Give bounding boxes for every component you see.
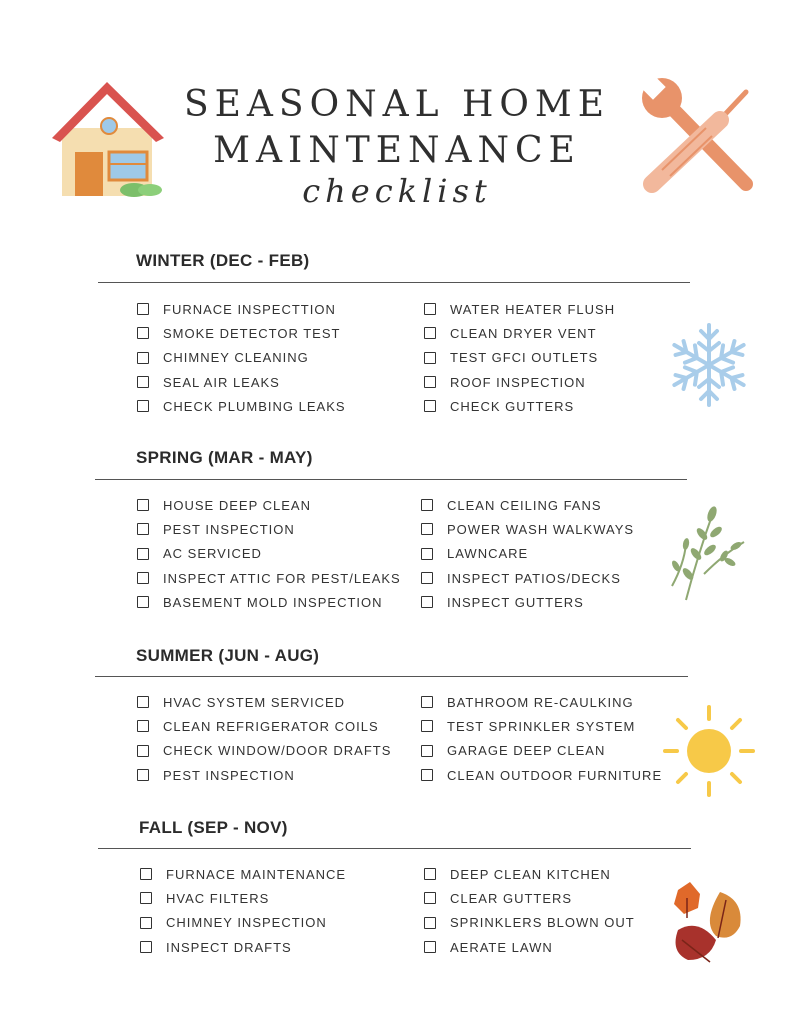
checkbox[interactable] <box>137 400 149 412</box>
checklist-item[interactable] <box>424 394 615 418</box>
checklist-item-label: AERATE LAWN <box>450 939 553 955</box>
section-title: WINTER (DEC - FEB) <box>136 251 310 270</box>
checklist-item[interactable] <box>137 493 401 517</box>
checklist-item-label: CHIMNEY CLEANING <box>163 350 309 366</box>
checklist-item-label: ROOF INSPECTION <box>450 374 586 390</box>
checklist-column-right <box>424 297 615 418</box>
checkbox[interactable] <box>140 917 152 929</box>
checklist-item-label: FURNACE INSPECTTION <box>163 301 336 317</box>
checkbox[interactable] <box>140 892 152 904</box>
checklist-item[interactable] <box>421 739 662 763</box>
checklist-item[interactable] <box>137 763 391 787</box>
checkbox[interactable] <box>137 572 149 584</box>
section-divider <box>98 848 691 849</box>
checkbox[interactable] <box>137 548 149 560</box>
checklist-item[interactable] <box>424 935 635 959</box>
checklist-item[interactable] <box>140 862 346 886</box>
checklist-item-label: GARAGE DEEP CLEAN <box>447 743 606 759</box>
checklist-item-label: HVAC SYSTEM SERVICED <box>163 694 346 710</box>
section-title: FALL (SEP - NOV) <box>139 818 288 837</box>
leafy-branch-icon <box>664 504 750 604</box>
checkbox[interactable] <box>421 572 433 584</box>
checklist-item-label: BATHROOM RE-CAULKING <box>447 694 634 710</box>
section-divider <box>98 282 690 283</box>
checklist-item-label: INSPECT ATTIC FOR PEST/LEAKS <box>163 570 401 586</box>
checklist-item-label: PEST INSPECTION <box>163 521 295 537</box>
checkbox[interactable] <box>137 327 149 339</box>
wrench-screwdriver-icon <box>636 76 760 194</box>
checkbox[interactable] <box>421 499 433 511</box>
checklist-item[interactable] <box>140 935 346 959</box>
checklist-item[interactable] <box>424 911 635 935</box>
checkbox[interactable] <box>421 696 433 708</box>
checklist-item[interactable] <box>137 739 391 763</box>
checkbox[interactable] <box>137 720 149 732</box>
checkbox[interactable] <box>421 745 433 757</box>
autumn-leaves-icon <box>670 878 750 970</box>
checklist-item-label: INSPECT PATIOS/DECKS <box>447 570 621 586</box>
checklist-item[interactable] <box>424 297 615 321</box>
checklist-item[interactable] <box>424 862 635 886</box>
checklist-item[interactable] <box>421 542 634 566</box>
checklist-item-label: LAWNCARE <box>447 546 529 562</box>
checklist-column-left <box>140 862 346 959</box>
checklist-item[interactable] <box>421 690 662 714</box>
checkbox[interactable] <box>137 352 149 364</box>
checklist-item-label: INSPECT DRAFTS <box>166 939 292 955</box>
checklist-item-label: CLEAN DRYER VENT <box>450 325 597 341</box>
checklist-item-label: HOUSE DEEP CLEAN <box>163 497 311 513</box>
checklist-item[interactable] <box>421 763 662 787</box>
checklist-item-label: AC SERVICED <box>163 546 262 562</box>
checklist-item[interactable] <box>137 590 401 614</box>
checklist-column-left <box>137 493 401 614</box>
checklist-item[interactable] <box>424 346 615 370</box>
checkbox[interactable] <box>424 400 436 412</box>
checkbox[interactable] <box>424 892 436 904</box>
checklist-column-left <box>137 690 391 787</box>
checklist-item[interactable] <box>424 886 635 910</box>
checklist-item-label: CHECK PLUMBING LEAKS <box>163 398 346 414</box>
checklist-column-right <box>424 862 635 959</box>
checklist-item[interactable] <box>424 321 615 345</box>
checkbox[interactable] <box>137 303 149 315</box>
checkbox[interactable] <box>421 769 433 781</box>
checkbox[interactable] <box>424 941 436 953</box>
checklist-item[interactable] <box>137 394 346 418</box>
checklist-item[interactable] <box>137 566 401 590</box>
checklist-item-label: CLEAN REFRIGERATOR COILS <box>163 718 379 734</box>
checklist-item-label: CHIMNEY INSPECTION <box>166 915 327 931</box>
checklist-item-label: POWER WASH WALKWAYS <box>447 521 635 537</box>
checkbox[interactable] <box>424 327 436 339</box>
section-title: SUMMER (JUN - AUG) <box>136 646 320 665</box>
checklist-item[interactable] <box>137 517 401 541</box>
snowflake-icon <box>668 320 750 410</box>
section-title: SPRING (MAR - MAY) <box>136 448 313 467</box>
checklist-item-label: CLEAR GUTTERS <box>450 890 573 906</box>
checklist-item-label: FURNACE MAINTENANCE <box>166 866 347 882</box>
checklist-item[interactable] <box>137 542 401 566</box>
checkbox[interactable] <box>424 868 436 880</box>
checkbox[interactable] <box>140 868 152 880</box>
checklist-item[interactable] <box>140 886 346 910</box>
section-divider <box>95 479 687 480</box>
checkbox[interactable] <box>424 917 436 929</box>
checklist-column-left <box>137 297 346 418</box>
checklist-item[interactable] <box>137 690 391 714</box>
checklist-item-label: SMOKE DETECTOR TEST <box>163 325 341 341</box>
checklist-item[interactable] <box>421 517 634 541</box>
checkbox[interactable] <box>140 941 152 953</box>
checkbox[interactable] <box>421 523 433 535</box>
checklist-item[interactable] <box>137 370 346 394</box>
checklist-item-label: PEST INSPECTION <box>163 767 295 783</box>
checkbox[interactable] <box>137 769 149 781</box>
checkbox[interactable] <box>424 352 436 364</box>
checklist-item-label: DEEP CLEAN KITCHEN <box>450 866 611 882</box>
title-line-1: SEASONAL HOME <box>183 84 610 125</box>
checklist-item-label: CLEAN OUTDOOR FURNITURE <box>447 767 663 783</box>
checklist-item-label: TEST SPRINKLER SYSTEM <box>447 718 636 734</box>
checklist-item[interactable] <box>140 911 346 935</box>
checklist-column-right <box>421 493 634 614</box>
checklist-column-right <box>421 690 662 787</box>
checkbox[interactable] <box>421 596 433 608</box>
checklist-item[interactable] <box>137 346 346 370</box>
checklist-item-label: CHECK WINDOW/DOOR DRAFTS <box>163 743 392 759</box>
checklist-item[interactable] <box>421 566 634 590</box>
house-icon <box>52 80 170 198</box>
checklist-item-label: CLEAN CEILING FANS <box>447 497 602 513</box>
checklist-item[interactable] <box>421 590 634 614</box>
checklist-item-label: CHECK GUTTERS <box>450 398 575 414</box>
checkbox[interactable] <box>137 696 149 708</box>
checklist-item[interactable] <box>137 321 346 345</box>
checkbox[interactable] <box>137 376 149 388</box>
checkbox[interactable] <box>421 548 433 560</box>
checklist-item-label: BASEMENT MOLD INSPECTION <box>163 594 383 610</box>
sun-icon <box>662 704 756 798</box>
checkbox[interactable] <box>137 499 149 511</box>
checkbox[interactable] <box>424 376 436 388</box>
checklist-item[interactable] <box>424 370 615 394</box>
checklist-item-label: SEAL AIR LEAKS <box>163 374 280 390</box>
checklist-item-label: TEST GFCI OUTLETS <box>450 350 599 366</box>
checklist-item[interactable] <box>137 714 391 738</box>
checkbox[interactable] <box>424 303 436 315</box>
checklist-item-label: INSPECT GUTTERS <box>447 594 584 610</box>
title-line-3: checklist <box>302 172 492 210</box>
title-line-2: MAINTENANCE <box>213 130 581 171</box>
checklist-item[interactable] <box>137 297 346 321</box>
checklist-item[interactable] <box>421 493 634 517</box>
checklist-item-label: HVAC FILTERS <box>166 890 270 906</box>
section-divider <box>95 676 688 677</box>
checklist-item-label: SPRINKLERS BLOWN OUT <box>450 915 635 931</box>
checklist-item-label: WATER HEATER FLUSH <box>450 301 616 317</box>
checkbox[interactable] <box>137 523 149 535</box>
checklist-item[interactable] <box>421 714 662 738</box>
checkbox[interactable] <box>421 720 433 732</box>
checkbox[interactable] <box>137 745 149 757</box>
checkbox[interactable] <box>137 596 149 608</box>
